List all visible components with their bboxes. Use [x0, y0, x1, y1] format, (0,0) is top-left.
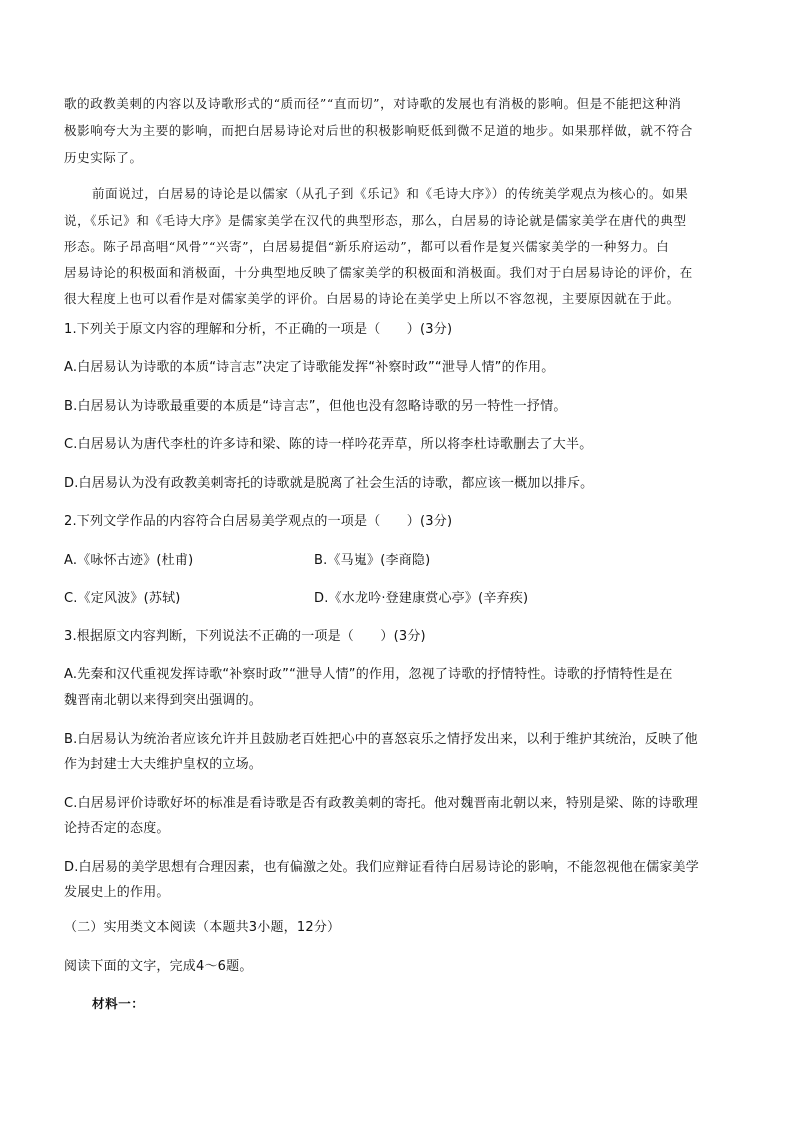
passage1-line-2: 极影响夸大为主要的影响，而把白居易诗论对后世的积极影响贬低到微不足道的地步。如果那样做，就不符合 — [64, 123, 693, 138]
question-1-option-d: D.白居易认为没有政教美刺寄托的诗歌就是脱离了社会生活的诗歌，都应该一概加以排斥。 — [64, 476, 594, 491]
question-2-option-a: A.《咏怀古迹》(杜甫) — [64, 553, 194, 568]
passage1-line-1: 歌的政教美刺的内容以及诗歌形式的“质而径”“直而切”，对诗歌的发展也有消极的影响。但是不能把这种消 — [64, 96, 682, 111]
question-3-option-d-line-2: 发展史上的作用。 — [64, 885, 170, 900]
question-1-option-b: B.白居易认为诗歌最重要的本质是“诗言志”，但他也没有忽略诗歌的另一特性一抒情。 — [64, 399, 567, 414]
question-3-option-b-line-1: B.白居易认为统治者应该允许并且鼓励老百姓把心中的喜怒哀乐之情抒发出来，以利于维护其统治，反映了他 — [64, 732, 698, 747]
passage2-line-4: 居易诗论的积极面和消极面，十分典型地反映了儒家美学的积极面和消极面。我们对于白居易诗论的评价，在 — [64, 265, 693, 280]
question-3-option-a-line-2: 魏晋南北朝以来得到突出强调的。 — [64, 693, 263, 708]
question-3-option-c-line-1: C.白居易评价诗歌好坏的标准是看诗歌是否有政教美刺的寄托。他对魏晋南北朝以来，特别是梁、陈的诗歌理 — [64, 796, 699, 811]
question-2-option-d: D.《水龙吟·登建康赏心亭》(辛弃疾) — [314, 591, 529, 606]
passage2-line-1: 前面说过，白居易的诗论是以儒家（从孔子到《乐记》和《毛诗大序》）的传统美学观点为核心的。如果 — [92, 186, 689, 201]
passage2-line-3: 形态。陈子昂高唱“风骨”“兴寄”，白居易提倡“新乐府运动”，都可以看作是复兴儒家美学的一种努力。白 — [64, 239, 670, 254]
question-1-option-c: C.白居易认为唐代李杜的许多诗和梁、陈的诗一样吟花弄草，所以将李杜诗歌删去了大半。 — [64, 437, 593, 452]
question-3-option-d-line-1: D.白居易的美学思想有合理因素，也有偏激之处。我们应辩证看待白居易诗论的影响，不能忽视他在儒家美学 — [64, 860, 699, 875]
question-3-stem: 3.根据原文内容判断，下列说法不正确的一项是（ ）(3分) — [64, 629, 426, 644]
question-3-option-c-line-2: 论持否定的态度。 — [64, 821, 170, 836]
section-instruction: 阅读下面的文字，完成4～6题。 — [64, 959, 253, 974]
question-3-option-a-line-1: A.先秦和汉代重视发挥诗歌“补察时政”“泄导人情”的作用，忽视了诗歌的抒情特性。诗歌的抒情特性是在 — [64, 667, 673, 682]
passage2-line-5: 很大程度上也可以看作是对儒家美学的评价。白居易的诗论在美学史上所以不容忽视，主要原因就在于此。 — [64, 291, 680, 306]
passage2-line-2: 说，《乐记》和《毛诗大序》是儒家美学在汉代的典型形态，那么，白居易的诗论就是儒家美学在唐代的典型 — [64, 213, 687, 228]
question-3-option-b-line-2: 作为封建士大夫维护皇权的立场。 — [64, 757, 263, 772]
material-label: 材料一： — [92, 996, 145, 1011]
question-1-option-a: A.白居易认为诗歌的本质“诗言志”决定了诗歌能发挥“补察时政”“泄导人情”的作用。 — [64, 360, 555, 375]
question-2-option-b: B.《马嵬》(李商隐) — [314, 553, 431, 568]
passage1-line-3: 历史实际了。 — [64, 150, 143, 165]
question-2-stem: 2.下列文学作品的内容符合白居易美学观点的一项是（ ）(3分) — [64, 514, 453, 529]
question-2-option-c: C.《定风波》(苏轼) — [64, 591, 181, 606]
question-1-stem: 1.下列关于原文内容的理解和分析，不正确的一项是（ ）(3分) — [64, 322, 453, 337]
section-heading: （二）实用类文本阅读（本题共3小题，12分） — [64, 920, 341, 935]
